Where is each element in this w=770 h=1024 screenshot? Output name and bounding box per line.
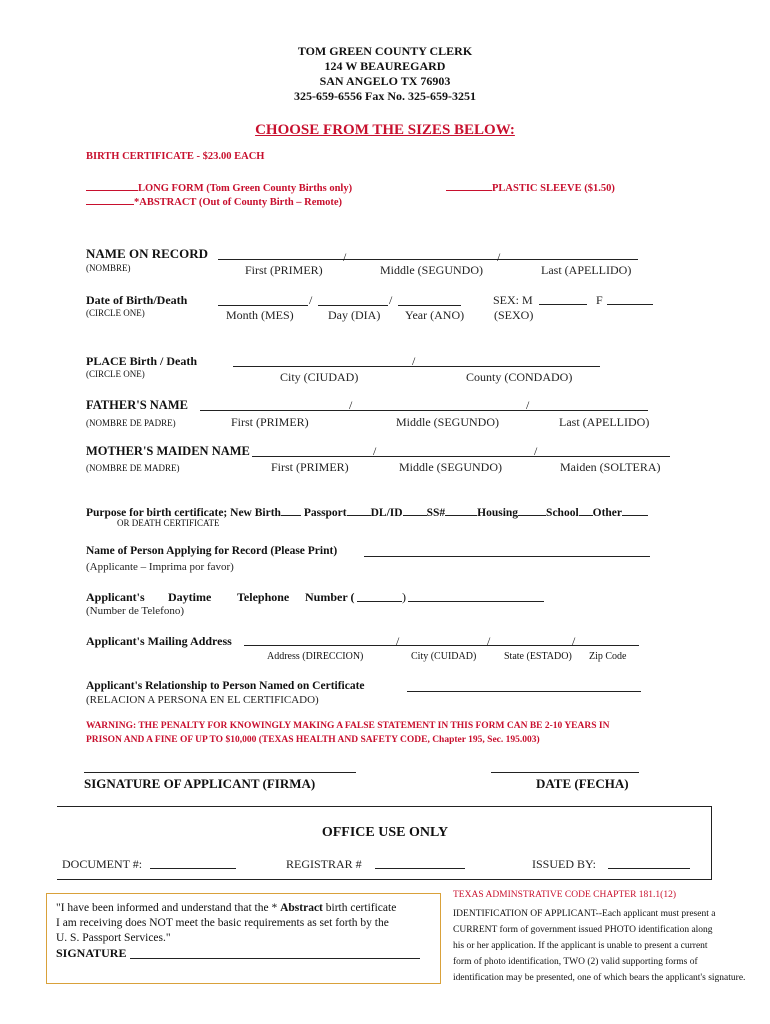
applicant-name-sublabel: (Applicante – Imprima por favor)	[86, 561, 234, 573]
sex-female-label: F	[596, 293, 603, 307]
purpose-housing: Housing	[477, 507, 519, 519]
office-document-input-line[interactable]	[150, 868, 236, 869]
slash-divider: /	[396, 634, 400, 648]
applicant-phone-sublabel: (Number de Telefono)	[86, 605, 184, 617]
admin-code-line: CURRENT form of government issued PHOTO identification along	[453, 925, 713, 935]
applicant-name-label: Name of Person Applying for Record (Please Print)	[86, 545, 338, 557]
father-last-caption: Last (APELLIDO)	[559, 415, 650, 429]
admin-code-title: TEXAS ADMINSTRATIVE CODE CHAPTER 181.1(12)	[453, 890, 676, 900]
long-form-option[interactable]: LONG FORM (Tom Green County Births only)	[86, 178, 352, 194]
name-on-record-input-line[interactable]	[218, 259, 638, 260]
date-input-line[interactable]	[491, 772, 639, 773]
slash-divider: /	[572, 634, 576, 648]
plastic-sleeve-blank[interactable]	[446, 178, 492, 191]
mailing-zip-caption: Zip Code	[589, 651, 627, 662]
slash-divider: /	[373, 444, 377, 458]
clerk-city: SAN ANGELO TX 76903	[319, 74, 451, 88]
office-issued-by-label: ISSUED BY:	[532, 857, 596, 871]
place-county-caption: County (CONDADO)	[466, 370, 573, 384]
mailing-state-caption: State (ESTADO)	[504, 651, 572, 662]
mailing-city-caption: City (CUIDAD)	[411, 651, 477, 662]
father-name-sublabel: (NOMBRE DE PADRE)	[86, 418, 176, 428]
plastic-sleeve-option[interactable]: PLASTIC SLEEVE ($1.50)	[446, 178, 615, 194]
slash-divider: /	[497, 250, 501, 264]
place-city-caption: City (CIUDAD)	[280, 370, 359, 384]
place-birth-death-label: PLACE Birth / Death	[86, 354, 197, 368]
other-blank[interactable]	[622, 503, 648, 516]
paren-close: )	[402, 590, 406, 604]
slash-divider: /	[412, 354, 416, 368]
long-form-blank[interactable]	[86, 178, 138, 191]
office-registrar-input-line[interactable]	[375, 868, 465, 869]
clerk-address: 124 W BEAUREGARD	[324, 59, 446, 73]
applicant-phone-label-1: Applicant's	[86, 590, 145, 604]
signature-date-label: DATE (FECHA)	[536, 776, 629, 791]
month-input-line[interactable]	[218, 305, 308, 306]
name-on-record-sublabel: (NOMBRE)	[86, 263, 131, 273]
slash-divider: /	[487, 634, 491, 648]
sex-female-input-line[interactable]	[607, 304, 653, 305]
mother-name-input-line[interactable]	[252, 456, 670, 457]
slash-divider: /	[309, 293, 313, 307]
mailing-address-caption: Address (DIRECCION)	[267, 651, 364, 662]
father-name-label: FATHER'S NAME	[86, 398, 188, 412]
notice-line-1: "I have been informed and understand that the * Abstract birth certificate	[56, 902, 397, 914]
housing-blank[interactable]	[518, 503, 546, 516]
purpose-row	[86, 503, 648, 519]
admin-code-line: IDENTIFICATION OF APPLICANT--Each applicant must present a	[453, 909, 716, 919]
relationship-sublabel: (RELACION A PERSONA EN EL CERTIFICADO)	[86, 694, 319, 706]
purpose-other: Other	[592, 507, 623, 519]
area-code-input-line[interactable]	[357, 601, 402, 602]
notice-signature-input-line[interactable]	[130, 958, 420, 959]
purpose-death-certificate: OR DEATH CERTIFICATE	[117, 518, 220, 528]
notice-signature-label: SIGNATURE	[56, 946, 127, 960]
purpose-passport: Passport	[303, 507, 347, 519]
signature-input-line[interactable]	[84, 772, 356, 773]
applicant-phone-label-3: Telephone	[237, 590, 290, 604]
ssn-blank[interactable]	[445, 503, 477, 516]
new-birth-blank[interactable]	[281, 503, 301, 516]
name-last-caption: Last (APELLIDO)	[541, 263, 632, 277]
birth-certificate-price: BIRTH CERTIFICATE - $23.00 EACH	[86, 151, 265, 162]
slash-divider: /	[526, 398, 530, 412]
school-blank[interactable]	[579, 503, 593, 516]
clerk-phone: 325-659-6556 Fax No. 325-659-3251	[294, 89, 476, 103]
mother-first-caption: First (PRIMER)	[271, 460, 349, 474]
warning-line-1: WARNING: THE PENALTY FOR KNOWINGLY MAKING A FALSE STATEMENT IN THIS FORM CAN BE 2-10 YEARS IN	[86, 721, 610, 731]
applicant-name-input-line[interactable]	[364, 556, 650, 557]
day-caption: Day (DIA)	[328, 308, 381, 322]
admin-code-line: identification may be presented, one of which bears the applicant's signature.	[453, 973, 746, 983]
dl-id-blank[interactable]	[403, 503, 427, 516]
admin-code-line: form of photo identification, TWO (2) valid supporting forms of	[453, 957, 698, 967]
signature-applicant-label: SIGNATURE OF APPLICANT (FIRMA)	[84, 776, 316, 791]
year-input-line[interactable]	[398, 305, 461, 306]
office-use-title: OFFICE USE ONLY	[321, 825, 449, 840]
name-middle-caption: Middle (SEGUNDO)	[380, 263, 483, 277]
mother-maiden-name-label: MOTHER'S MAIDEN NAME	[86, 444, 250, 458]
office-registrar-label: REGISTRAR #	[286, 857, 362, 871]
applicant-phone-label-2: Daytime	[168, 590, 212, 604]
slash-divider: /	[389, 293, 393, 307]
relationship-label: Applicant's Relationship to Person Named on Certificate	[86, 680, 365, 692]
notice-line-3: U. S. Passport Services."	[56, 932, 171, 944]
warning-line-2: PRISON AND A FINE OF UP TO $10,000 (TEXAS HEALTH AND SAFETY CODE, Chapter 195, Sec. 195.003)	[86, 735, 540, 745]
admin-code-line: his or her application. If the applicant is unable to present a current	[453, 941, 708, 951]
father-middle-caption: Middle (SEGUNDO)	[396, 415, 499, 429]
year-caption: Year (ANO)	[405, 308, 465, 322]
purpose-label: Purpose for birth certificate;	[86, 507, 228, 519]
slash-divider: /	[534, 444, 538, 458]
relationship-input-line[interactable]	[407, 691, 641, 692]
purpose-new-birth: New Birth	[230, 507, 281, 519]
abstract-option[interactable]: *ABSTRACT (Out of County Birth – Remote)	[86, 192, 342, 208]
notice-line-2: I am receiving does NOT meet the basic requirements as set forth by the	[56, 917, 389, 929]
passport-blank[interactable]	[347, 503, 371, 516]
father-first-caption: First (PRIMER)	[231, 415, 309, 429]
office-issued-by-input-line[interactable]	[608, 868, 690, 869]
mother-middle-caption: Middle (SEGUNDO)	[399, 460, 502, 474]
date-birth-death-label: Date of Birth/Death	[86, 293, 188, 307]
phone-number-input-line[interactable]	[408, 601, 544, 602]
sex-spanish-caption: (SEXO)	[494, 308, 534, 322]
purpose-ssn: SS#	[426, 507, 446, 519]
name-on-record-label: NAME ON RECORD	[86, 246, 209, 261]
name-first-caption: First (PRIMER)	[245, 263, 323, 277]
mailing-address-label: Applicant's Mailing Address	[86, 634, 232, 648]
place-sublabel: (CIRCLE ONE)	[86, 369, 145, 379]
applicant-phone-label-4: Number (	[305, 590, 355, 604]
month-caption: Month (MES)	[226, 308, 294, 322]
office-document-label: DOCUMENT #:	[62, 857, 143, 871]
sex-male-label: SEX: M	[493, 293, 533, 307]
date-birth-death-sublabel: (CIRCLE ONE)	[86, 308, 145, 318]
father-name-input-line[interactable]	[200, 410, 648, 411]
slash-divider: /	[349, 398, 353, 412]
day-input-line[interactable]	[318, 305, 388, 306]
sizes-heading: CHOOSE FROM THE SIZES BELOW:	[255, 122, 515, 138]
purpose-dl-id: DL/ID	[370, 507, 403, 519]
mailing-address-input-line[interactable]	[244, 645, 639, 646]
mother-name-sublabel: (NOMBRE DE MADRE)	[86, 463, 180, 473]
purpose-school: School	[546, 507, 579, 519]
sex-male-input-line[interactable]	[539, 304, 587, 305]
place-input-line[interactable]	[233, 366, 600, 367]
clerk-office-name: TOM GREEN COUNTY CLERK	[297, 44, 473, 58]
abstract-blank[interactable]	[86, 192, 134, 205]
mother-maiden-caption: Maiden (SOLTERA)	[560, 460, 661, 474]
slash-divider: /	[343, 250, 347, 264]
